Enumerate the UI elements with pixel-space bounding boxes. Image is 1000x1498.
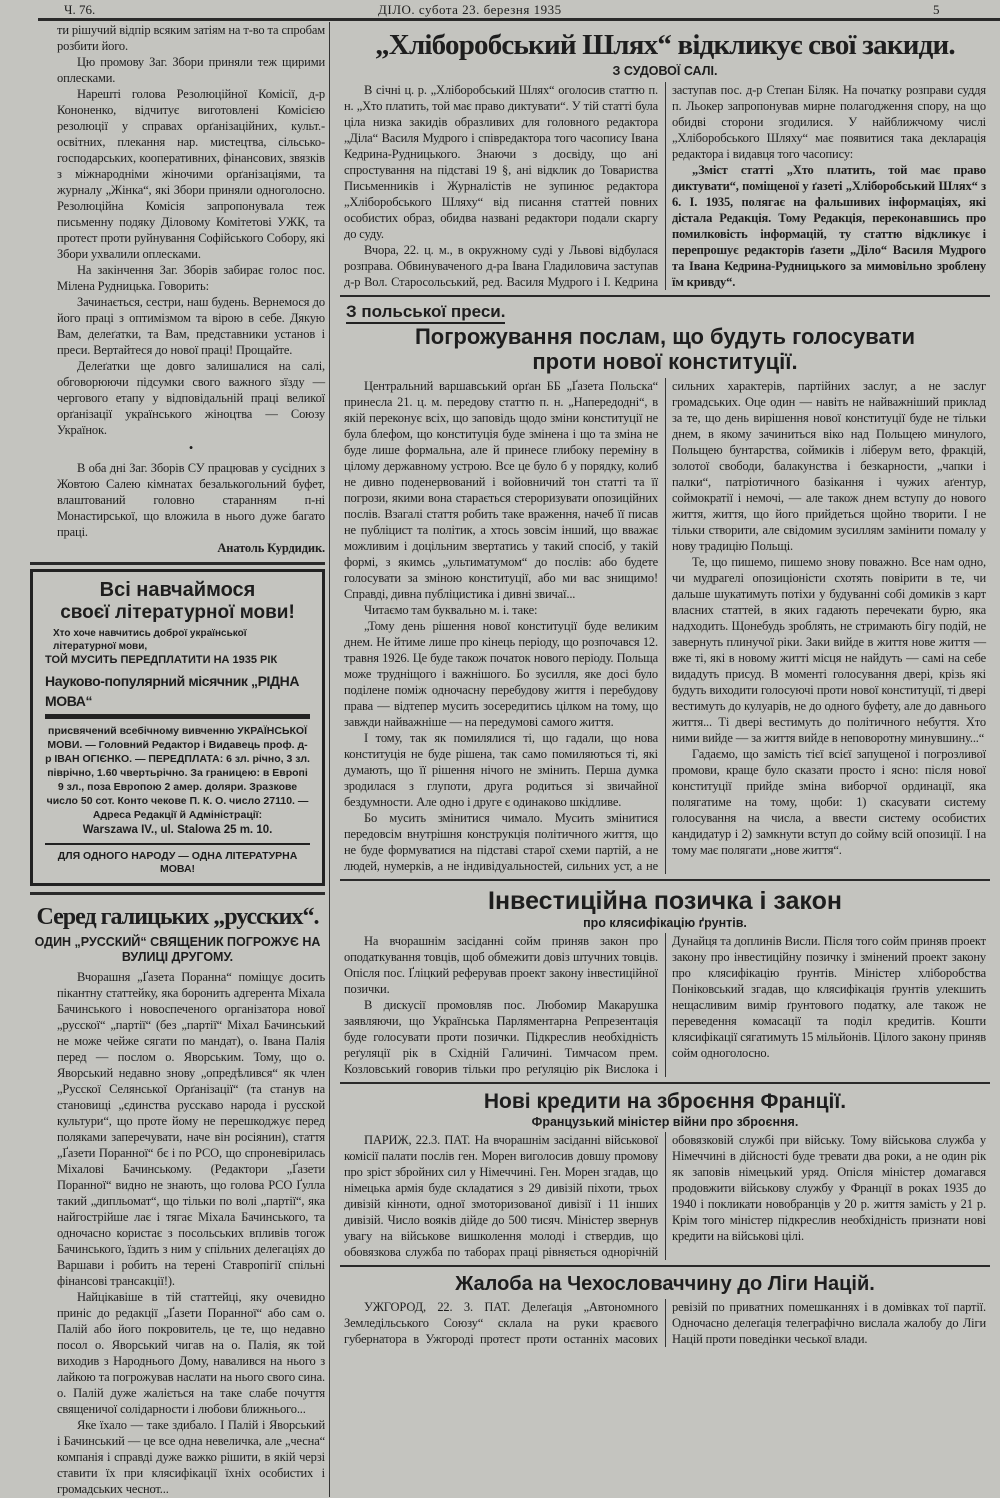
paragraph: УЖГОРОД, 22. 3. ПАТ. Делеґація „Автономного Земледільського Союзу“ склала на руки краєвого губернатора в Ужгороді протест проти останніх масових ревізій по приватних помешканнях і в домівках тої партії. Одночасно делеґація телеграфічно вислала жалобу до Ліги Націй проти поведінки чеської влади.: [344, 1300, 986, 1346]
paragraph: Делеґатки ще довго залишалися на салі, обговорюючи підсумки свого важного зїзду — чергового етапу у відповідальній праці великої орґанізації українського жіноцтва — Союзу Українок.: [57, 359, 325, 437]
paragraph: Найцікавіше в тій статтейці, яку очевидно приніс до редакції „Ґазети Поранної“ або сам о. Палій або його покровитель, це те, що недавно посол о. Яворський чигав на о. Палія, як той виходив з Народнього Дому, навалився на нього з лайкою та погрожував наслати на нього свого сина. о. Палій дуже жаліється на таке слабе почуття священичої солідарности і любови ближнього...: [57, 1290, 325, 1416]
paragraph: І тому, так як помилялися ті, що гадали, що нова конституція не буде рішена, так само помиляються ті, які думають, що її рішення нічого не змінить. Перша думка зродилася з глупоти, друга родиться зі звичайної бездумности. Але одно і друге є одинаково шкідливе.: [344, 731, 658, 809]
ad-title-2: своєї літературної мови!: [60, 602, 295, 623]
section-polish-press: З польської преси.: [346, 302, 505, 324]
headline-czech: Жалоба на Чехословаччину до Ліги Націй.: [455, 1273, 875, 1295]
paragraph: В оба дні Заг. Зборів СУ працював у сусідних з Жовтою Салею кімнатах безалькогольний буфет, влаштований головно старанням п-ні Монастирської, що вложила в нього дуже багато праці.: [57, 461, 325, 539]
divider: [340, 295, 990, 297]
paragraph: Яке їхало — таке здибало. І Палій і Яворський і Бачинський — це все одна невеличка, але „чесна“ компанія і справді дуже важко рішити, в якій черзі ставити їх при клясифікації їхніх особистих і громадських чеснот...: [57, 1418, 325, 1496]
paragraph: Вчорашня „Ґазета Поранна“ поміщує досить пікантну статтейку, яка боронить адгерента Міхала Бачинського і новоспеченого організатора нової „русскої“ „партії“ (без „партії“ Міхал Бачинський не може чейже сягати по мандат), о. Івана Палія перед — послом о. Яворським. Тому, що о. Яворський недавно знову „опредѣлився“ як член „Русскої Селянської Орґанізації“ (та станув на становищі „єдинства русскаво народа і русской культури“, що проте йому не перешкоджує перед поляками заперечувати, наче він росіянин), стаття „Ґазети Поранної“ бє і по РСО, що спроневірилась Міхалові Бачинському. (Редактори „Ґазети Поранної“ видно не знають, що голова РСО Ґулла такий „дипльомат“, що тільки по волі „партії“, яка найгострійше лає і тягає Міхала Бачинського, та одночасно користає з посольських впливів тогож Бачинського, їздить з ним у спільних делегаціях до Варшави і робить на терені Ставропігії спільні фінансові трансакції!).: [57, 970, 325, 1288]
declaration-quote: „Зміст статті „Хто платить, той має право диктувати“, поміщеної у ґазеті „Хліборобський Шлях“ з 6. І. 1935, полягає на фальшивих інформаціях, які дістала Редакція. Тому Редакція, переконавшись про помилковість інформацій, ту статтю відкликує і перепрошує редакторів ґазети „Діло“ Василя Мудрого та Івана Кедрина-Рудницького за мимовільно зроблену їм кривду“.: [672, 163, 986, 289]
ad-rule: [45, 843, 310, 845]
ad-line-1: Хто хоче навчитись доброї української літературної мови,: [53, 628, 247, 652]
article-czech-body: [340, 1299, 990, 1347]
headline-threats-1: Погрожування послам, що будуть голосувати: [414, 324, 915, 349]
left-article-continuation: [30, 22, 325, 556]
paragraph: „Тому день рішення нової конституції буде великим днем. Не йтиме лише про кінець періоду, що розпочався 12. травня 1926. Це буде також початок нового періоду. Польща може трудніщого і важнішого. Бо зусилля, яке досі було поділене поміж одночасну перебудову життя і перебудову права — відтепер мусить зосередитись цілком на тому, що завжди найважніше — на передумові самого життя.: [344, 619, 658, 729]
header-rule: [38, 18, 1000, 21]
paragraph: Зачинається, сестри, наш будень. Вернемося до його праці з оптимізмом та вірою в себе. Дякую Вам, делеґатки, та Вам, представники установ і преси. Вертайтеся до нової праці! Прощайте.: [57, 295, 325, 357]
paragraph: Цю промову Заг. Збори приняли теж щирими оплесками.: [57, 55, 325, 85]
paragraph: Вчора, 22. ц. м., в окружному суді у Львові відбулася розправа. Обвинуваченого д-ра Івана Гладиловича заступав д-р Вол. Старосольський, ред. Василя Мудрого і І. Кедрина заступав пос. д-р Степан Біляк. На початку розправи суддя п. Льокер запропонував мирне полагодження спору, на що обидві сторони згодилися. У найближчому числі „Хліборобського Шляху“ має появитися така декларація редактора і видавця того часопису:: [344, 83, 986, 289]
ad-details: присвячений всебічному вивченню УКРАЇНСЬКОЇ МОВИ. — Головний Редактор і Видавець проф. д-р ІВАН ОГІЄНКО. — ПЕРЕДПЛАТА: 6 зл. річно, 3 зл. піврічно, 1.60 чвертьрічно. За границею: в Европі 9 зл., поза Европою 2 амер. доляри. Зразкове число 50 сот. Конто чекове П. К. О. число 27110. — Адреса Редакції й Адміністрації:: [45, 725, 310, 821]
issue-number: Ч. 76.: [64, 2, 96, 17]
headline-france: Нові кредити на зброєння Франції.: [483, 1090, 847, 1113]
divider: [340, 879, 990, 881]
article-russkie-body: [30, 969, 325, 1497]
paragraph: ПАРИЖ, 22.3. ПАТ. На вчорашнім засіданні військової комісії палати послів ген. Морен виголосив довшу промову про зріст збройних сил у Німеччині. Ген. Морен згадав, що німецька армія буде складатися з 29 дивізій піхоти, трьох дивізій кінноти, одної змоторизованої дивізії і 11 інших дивізій. Число вояків дійде до 500 тисяч. Міністер звернув увагу на військове вишколення молоді і ствердив, що обовязкова служба по таборах праці рівняється однорічній обовязковій службі при війську. Тому військова служба у Німеччині в дійсності буде тревати два роки, а не один рік як заповів німецький уряд. Опісля міністер домагався продовжити військову службу у Франції в роках 1935 до 1940 і покликати новобранців у 20 р. життя замість у 21 р. Крім того міністер підкреслив необхідність признати нові кредити на військові цілі.: [344, 1133, 986, 1259]
paragraph: Те, що пишемо, пишемо знову поважно. Все нам одно, чи мудрагелі опозиціоністи схотять повірити в те, чи дальше шукатимуть потіхи у будуванні собі домиків з карт власних статтей, в яких гадають перечекати бурю, яка надходить. Щонебудь зроблять, не стримають бігу подій, не завернуть плинучої ріки. Заки вийде в життя нове життя — вже ті, які в новому житті місця не найдуть — самі на себе видадуть присуд. В моменті голосування двері, крізь які будуть виходити голосуючі проти нової конституції, ті двері вестимуть до кулуарів, не до одного буфету, але до давнього життя... Ті двері вестимуть до політичного небуття. Хто ними вийде — за життя вийде в неповоротну минувшину...“: [672, 555, 986, 745]
paragraph: Бо мусить змінитися чимало. Мусить змінитися передовсім внутрішня конструкція політичного життя, що не буде формуватися на підставі старої схеми партій, а не людей, нумерків, а не індивідуальностей, сильних уст, а не сильних характерів, партійних заслуг, а не заслуг громадських. Оце один — навіть не найважніший приклад за те, що день вирішення нової конституції буде не тільки днем, в якому зачиниться віко над Польщею минулого, Польщею бунтарства, соймиків і ліберум вето, фракцій, золотої свободи, балакунства і безкарности, „чапки і палки“, патріотичного базікання і чужих аґентур, соймократії і немочі, — але також днем вступу до нового життя, життя, що його прийдеться щойно творити. І не тільки створити, але свідомим зусиллям замінити помалу у нову традицію Польщі.: [344, 379, 986, 873]
subhead-court: З СУДОВОЇ САЛІ.: [612, 64, 718, 78]
headline-russkie: Серед галицьких „русских“.: [36, 904, 319, 930]
paragraph: Гадаємо, що замість тієї всієї запущеної і погрозливої промови, краще було сказати просто і ясно: після нової конституції прийде зміна виборчої ординації, яка полягатиме на тому, щоби: 1) скасувати систему голосування на числа, а ввести систему особистих кандидатур і 2) замкнути вступ до сойму всій опозиції. І на тому має полягати „нове життя“.: [672, 747, 986, 857]
paragraph: В дискусії промовляв пос. Любомир Макарушка заявляючи, що Українська Парляментарна Репрезентація буде голосувати проти позички. Підкреслив необхідність реґуляції рік в Східній Галичині. Тимчасом прем. Козловський говорив тільки про реґуляцію рік Вислока і Дунайця та доплинів Висли. Після того сойм приняв проект закону про інвестиційну позичку і змінений проект закону про клясифікацію ґрунтів. Міністер хліборобства Поніковський згадав, що клясифікація ґрунтів улекшить нещасливим вимір ґрунтового податку, але також не переведення комасації та поділ кредитів. Кошти клясифікації сягатимуть 15 мільйонів. Цілого закону приняв сойм одноголосно.: [344, 934, 986, 1076]
paragraph: ти рішучий відпір всяким затіям на т-во та спробам розбити його.: [57, 23, 325, 53]
paragraph: В січні ц. р. „Хліборобський Шлях“ оголосив статтю п. н. „Хто платить, той має право диктувати“. У тій статті була ціла низка закидів образливих для головного редактора „Діла“ Василя Мудрого і співредактора того часопису Івана Кедрина-Рудницького. Знаючи з досвіду, що ані спростування на підставі 19 §, ані відклик до Товариства Письменників і Журналістів не зупинює редактора „Хліборобського Шляху“ від писання статтей повних особистих образ, обидва названі редактори подали скаргу до суду.: [344, 83, 658, 241]
advertisement-ridna-mova: [30, 569, 325, 886]
subhead-russkie: ОДИН „РУССКИЙ“ СВЯЩЕНИК ПОГРОЖУЄ НА ВУЛИЦІ ДРУГОМУ.: [34, 935, 321, 964]
divider: [30, 892, 325, 895]
article-khliborobskyi-body: [340, 82, 990, 290]
headline-khliborobskyi: „Хліборобський Шлях“ відкликує свої закиди.: [375, 29, 955, 61]
headline-threats-2: проти нової конституції.: [532, 349, 798, 374]
paragraph: На вчорашнім засіданні сойм приняв закон про оподаткування товців, щоб обмежити довіз штучних товців. Опісля пос. Ґліцкий реферував проект закону інвестиційної позички.: [344, 934, 658, 996]
article-threats-body: [340, 378, 990, 874]
divider: [340, 1082, 990, 1084]
subhead-investment: про клясифікацію ґрунтів.: [583, 916, 747, 930]
right-column: [340, 22, 990, 1347]
article-investment-body: [340, 933, 990, 1077]
subhead-france: Французький міністер війни про зброєння.: [531, 1115, 799, 1129]
divider: [30, 562, 325, 565]
ad-bar: [45, 714, 310, 719]
masthead-date: ДІЛО. субота 23. березня 1935: [378, 2, 562, 17]
divider: [340, 1265, 990, 1267]
ad-product: Науково-популярний місячник „РІДНА МОВА“: [45, 673, 300, 709]
separator-dot: •: [188, 441, 194, 455]
article-france-body: [340, 1132, 990, 1260]
left-column: [30, 22, 330, 1497]
ad-title-1: Всі навчаймося: [99, 579, 256, 601]
page-number: 5: [933, 2, 940, 17]
ad-line-2: ТОЙ МУСИТЬ ПЕРЕДПЛАТИТИ НА 1935 РІК: [45, 654, 278, 666]
author-signature: Анатоль Курдидик.: [217, 541, 325, 555]
paragraph: На закінчення Заг. Зборів забирає голос пос. Мілена Рудницька. Говорить:: [57, 263, 325, 293]
paragraph: Нарешті голова Резолюційної Комісії, д-р Кононенко, відчитує виготовлені Комісією резолюції у справах орґанізаційних, культ.-освітних, плекання нар. мистецтва, сільсько-господарських, кооперативних, фінансових, звязків з міжнародніми жіночими орґанізаціями, та журналу „Жінка“, які Збори приняли одноголосно. Резолюційна Комісія запропонувала теж письменну подяку Діловому Комітетові УЖК, та протест проти руйнування Софійського Собору, які Збори ухвалили оплесками.: [57, 87, 325, 261]
ad-address: Warszawa IV., ul. Stalowa 25 m. 10.: [82, 824, 273, 836]
headline-investment: Інвестиційна позичка і закон: [488, 887, 842, 915]
paragraph: Центральний варшавський орґан ББ „Ґазета Польска“ принесла 21. ц. м. передову статтю п. н. „Напередодні“, в якій переконує всіх, що заповідь щодо зміни конституції не була блефом, що конституція буде змінена і що та зміна не буде лише формальна, але й принесе глибоку переміну в цілому державному устрою. Все це було б у порядку, колиб не дивно поденервований і войовничий тон статті та її погрози, якими вона старається стероризувати опозиційних послів. Взагалі стаття робить таке враження, начеб її писав не публіцист та політик, а хтось зовсім інший, що вважає можливим і доцільним звертатись у такий спосіб, у такій формі, з якимсь „ультиматумом“ до послів: або будете голосувати за зміною конституції, або ми вас знищимо! Справді, дивна публіцистика і дивні звичаї...: [344, 379, 658, 601]
ad-slogan: ДЛЯ ОДНОГО НАРОДУ — ОДНА ЛІТЕРАТУРНА МОВА!: [57, 850, 298, 875]
paragraph: Читаємо там буквально м. і. таке:: [364, 603, 538, 617]
